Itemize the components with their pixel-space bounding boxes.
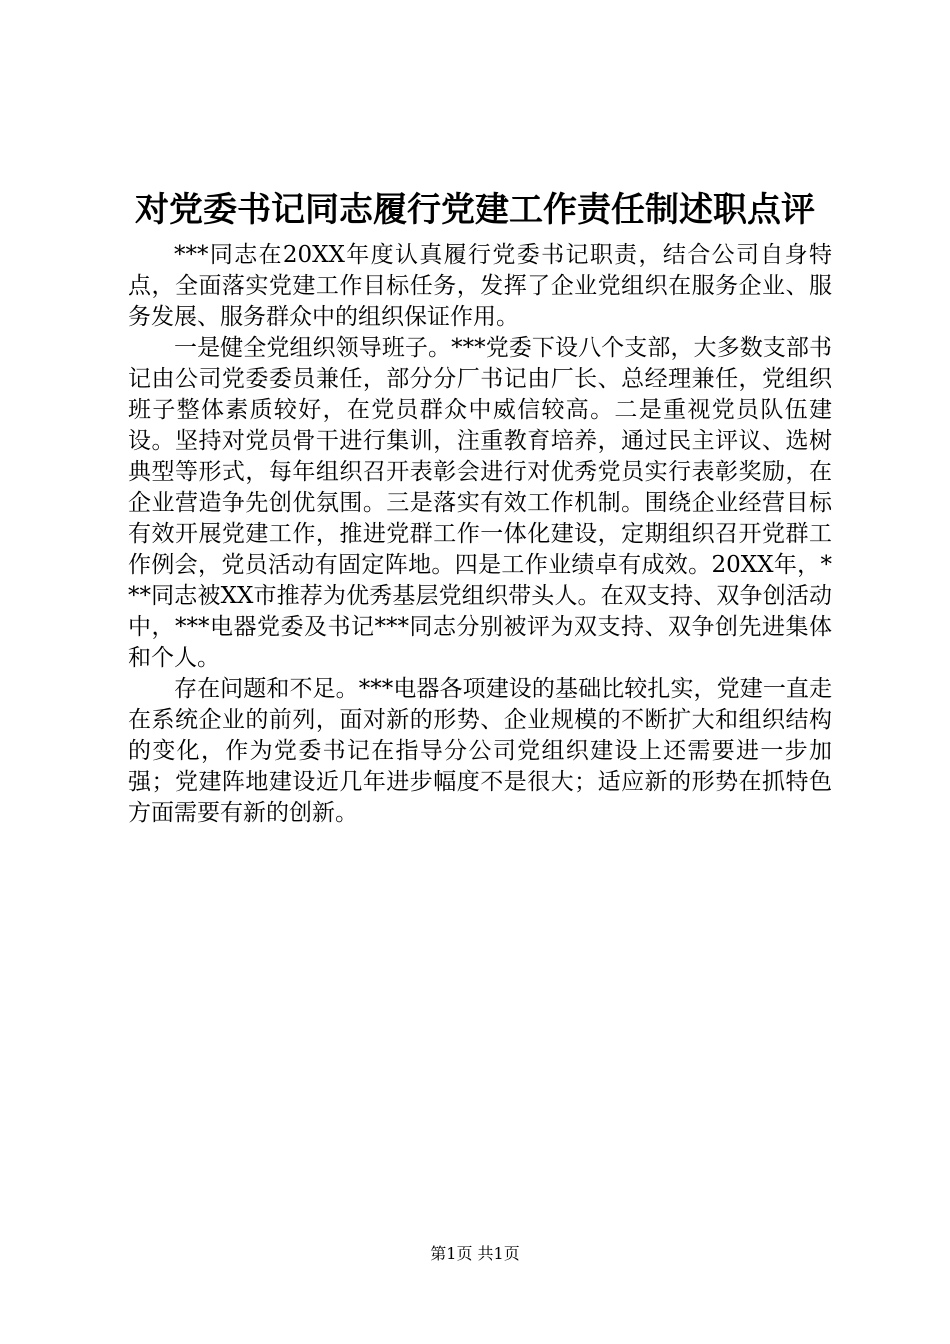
document-title: 对党委书记同志履行党建工作责任制述职点评 bbox=[135, 190, 815, 230]
paragraph-achievements: 一是健全党组织领导班子。***党委下设八个支部，大多数支部书记由公司党委委员兼任，部分分厂书记由厂长、总经理兼任，党组织班子整体素质较好，在党员群众中威信较高。二是重视党员队伍建设。坚持对党员骨干进行集训，注重教育培养，通过民主评议、选树典型等形式，每年组织召开表彰会进行对优秀党员实行表彰奖励，在企业营造争先创优氛围。三是落实有效工作机制。围绕企业经营目标有效开展党建工作，推进党群工作一体化建设，定期组织召开党群工作例会，党员活动有固定阵地。四是工作业绩卓有成效。20XX年，***同志被XX市推荐为优秀基层党组织带头人。在双支持、双争创活动中，***电器党委及书记***同志分别被评为双支持、双争创先进集体和个人。 bbox=[128, 335, 832, 671]
paragraph-problems: 存在问题和不足。***电器各项建设的基础比较扎实，党建一直走在系统企业的前列，面对新的形势、企业规模的不断扩大和组织结构的变化，作为党委书记在指导分公司党组织建设上还需要进一步加强；党建阵地建设近几年进步幅度不是很大；适应新的形势在抓特色方面需要有新的创新。 bbox=[128, 676, 832, 826]
page-footer: 第1页 共1页 bbox=[430, 1244, 520, 1263]
document-body bbox=[128, 240, 832, 829]
paragraph-intro: ***同志在20XX年度认真履行党委书记职责，结合公司自身特点，全面落实党建工作目标任务，发挥了企业党组织在服务企业、服务发展、服务群众中的组织保证作用。 bbox=[128, 242, 832, 330]
